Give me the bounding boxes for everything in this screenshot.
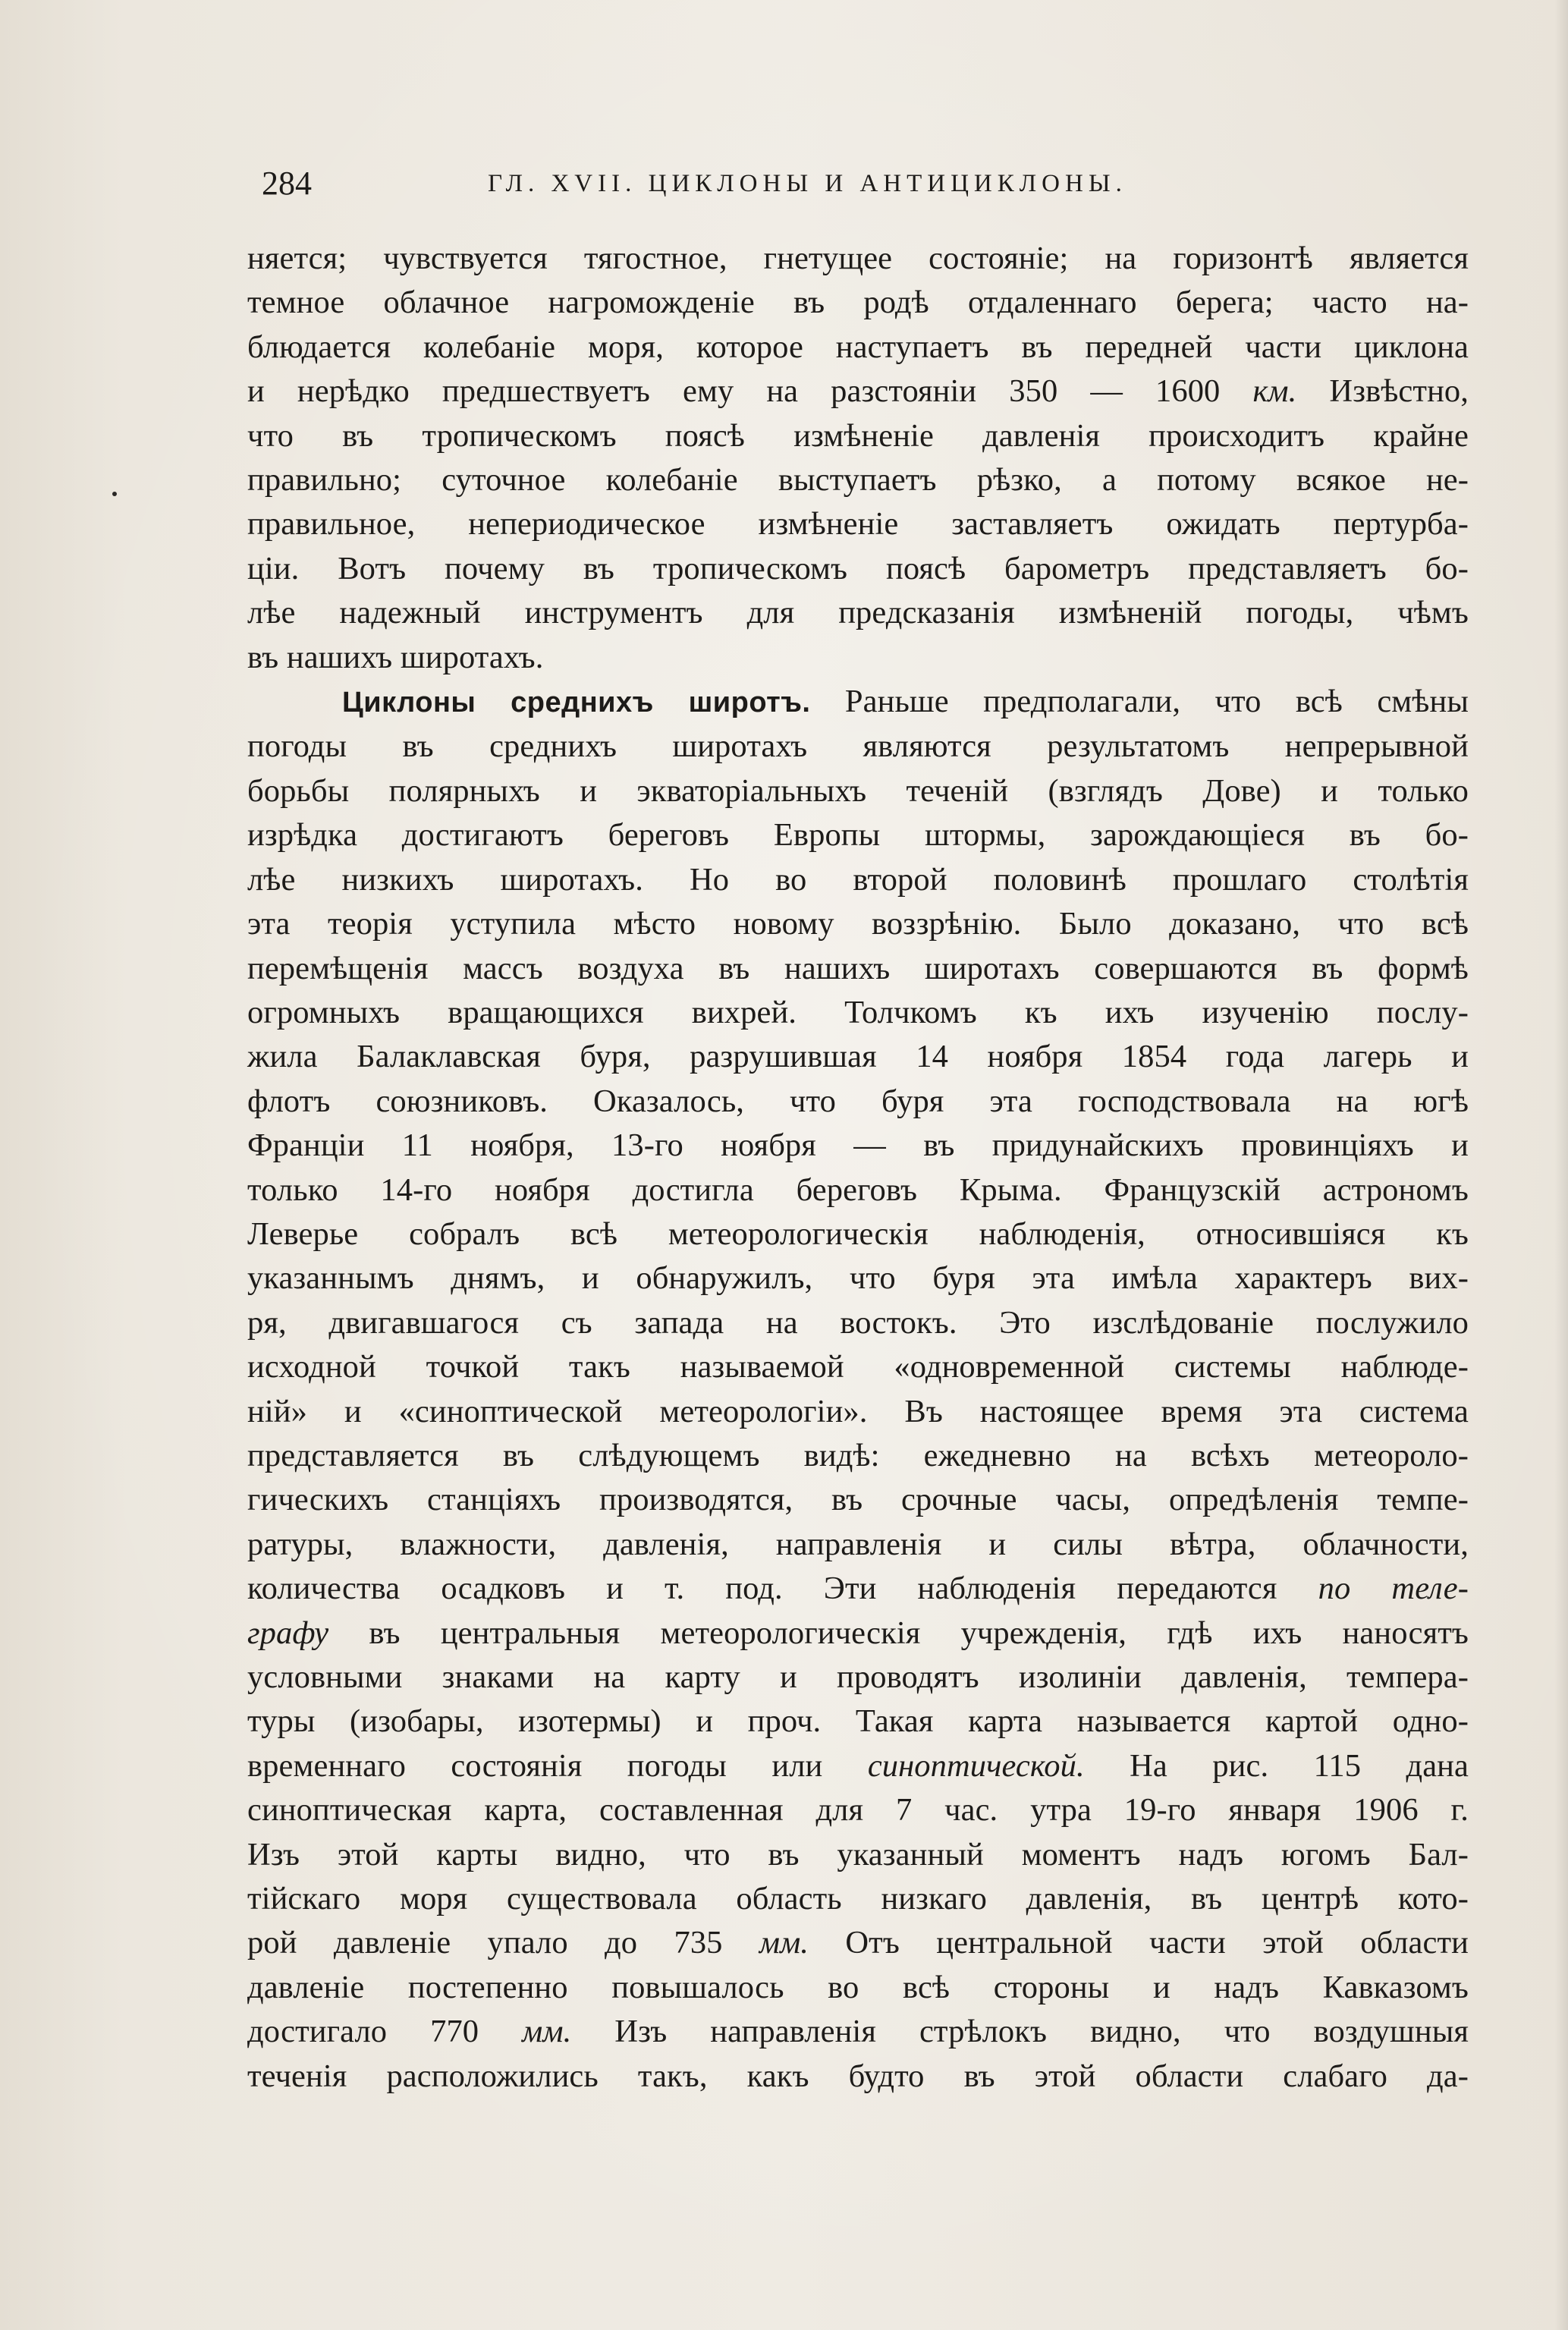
- text-line: [247, 458, 1469, 502]
- page-number: 284: [262, 165, 312, 202]
- text-line: [247, 1301, 1469, 1345]
- line-text: лѣе надежный инструментъ для предсказанiя измѣненiй погоды, чѣмъ: [247, 595, 1469, 631]
- text-line: [247, 281, 1469, 325]
- line-text: перемѣщенiя массъ воздуха въ нашихъ широтахъ совершаются въ формѣ: [247, 950, 1469, 986]
- line-text: что въ тропическомъ поясѣ измѣненiе давленiя происходитъ крайне: [247, 417, 1469, 454]
- text-line: [247, 680, 1469, 725]
- line-text: ря, двигавшагося съ запада на востокъ. Это изслѣдованiе послужило: [247, 1304, 1469, 1341]
- section-heading: Циклоны среднихъ широтъ.: [342, 687, 811, 719]
- line-text: няется; чувствуется тягостное, гнетущее состоянiе; на горизонтѣ является: [247, 241, 1469, 276]
- line-text: въ нашихъ широтахъ.: [247, 639, 544, 675]
- line-text: изрѣдка достигаютъ береговъ Европы штормы, зарождающiеся въ бо-: [247, 817, 1469, 854]
- line-text: синоптическая карта, составленная для 7 час. утра 19-го января 1906 г.: [247, 1792, 1469, 1828]
- text-line: [247, 902, 1469, 946]
- text-line: [247, 947, 1469, 991]
- text-line: [247, 1656, 1469, 1700]
- text-line: [247, 1567, 1469, 1611]
- line-text: количества осадковъ и т. под. Эти наблюденiя передаются по теле-: [247, 1571, 1469, 1607]
- line-text: теченiя расположились такъ, какъ будто въ этой области слабаго да-: [247, 2058, 1469, 2094]
- line-text: цiи. Вотъ почему въ тропическомъ поясѣ барометръ представляетъ бо-: [247, 550, 1469, 586]
- text-line: [247, 2055, 1469, 2099]
- italic-term: мм.: [759, 1925, 809, 1961]
- line-text: и нерѣдко предшествуетъ ему на разстоянiи 350 — 1600 км. Извѣстно,: [247, 373, 1469, 410]
- line-text: нiй» и «синоптической метеорологiи». Въ настоящее время эта система: [247, 1393, 1469, 1429]
- text-line: [247, 1256, 1469, 1300]
- text-line: [247, 1877, 1469, 1921]
- italic-term: синоптической.: [867, 1747, 1085, 1784]
- italic-term: по теле-: [1318, 1571, 1469, 1607]
- line-text: Изъ этой карты видно, что въ указанный моментъ надъ югомъ Бал-: [247, 1836, 1469, 1872]
- chapter-title: ГЛ. XVII. ЦИКЛОНЫ И АНТИЦИКЛОНЫ.: [488, 170, 1127, 197]
- line-text: эта теорiя уступила мѣсто новому воззрѣнiю. Было доказано, что всѣ: [247, 906, 1469, 942]
- line-text: указаннымъ днямъ, и обнаружилъ, что буря эта имѣла характеръ вих-: [247, 1260, 1469, 1297]
- line-text: жила Балаклавская буря, разрушившая 14 ноября 1854 года лагерь и: [247, 1039, 1469, 1075]
- text-line: [247, 858, 1469, 902]
- line-text: туры (изобары, изотермы) и проч. Такая карта называется картой одно-: [247, 1703, 1469, 1740]
- paragraph-container: [247, 237, 1469, 2099]
- text-line: [247, 1966, 1469, 2010]
- text-line: [247, 414, 1469, 458]
- text-line: [247, 591, 1469, 635]
- line-text: Раньше предполагали, что всѣ смѣны: [844, 684, 1469, 720]
- text-line: [247, 725, 1469, 769]
- text-line: [247, 1080, 1469, 1124]
- italic-term: мм.: [522, 2014, 572, 2050]
- line-text: лѣе низкихъ широтахъ. Но во второй половинѣ прошлаго столѣтiя: [247, 861, 1469, 898]
- text-line: [247, 1523, 1469, 1567]
- text-line: [247, 1390, 1469, 1434]
- line-text: правильное, непериодическое измѣненiе заставляетъ ожидать пертурба-: [247, 506, 1469, 542]
- text-line: [247, 369, 1469, 413]
- margin-dot-mark: [112, 492, 117, 496]
- line-text: представляется въ слѣдующемъ видѣ: ежедневно на всѣхъ метеороло-: [247, 1437, 1469, 1473]
- text-line: [247, 1035, 1469, 1079]
- line-text: блюдается колебанiе моря, которое наступаетъ въ передней части циклона: [247, 329, 1469, 365]
- line-text: только 14-го ноября достигла береговъ Крыма. Французскiй астрономъ: [247, 1171, 1469, 1208]
- line-text: рой давленiе упало до 735 мм. Отъ центральной части этой области: [247, 1925, 1469, 1961]
- text-line: [247, 813, 1469, 857]
- text-line: [247, 636, 1469, 680]
- text-line: [247, 1921, 1469, 1965]
- page-edge-shadow: [1554, 0, 1568, 2330]
- line-text: ратуры, влажности, давленiя, направленiя и силы вѣтра, облачности,: [247, 1526, 1469, 1562]
- text-line: [247, 1168, 1469, 1212]
- line-text: Францiи 11 ноября, 13-го ноября — въ придунайскихъ провинцiяхъ и: [247, 1127, 1469, 1164]
- line-text: графу въ центральныя метеорологическiя учрежденiя, гдѣ ихъ наносятъ: [247, 1615, 1469, 1651]
- line-text: временнаго состоянiя погоды или синоптической. На рис. 115 дана: [247, 1747, 1469, 1784]
- line-text: огромныхъ вращающихся вихрей. Толчкомъ къ ихъ изученiю послу-: [247, 994, 1469, 1030]
- text-line: [247, 237, 1469, 281]
- line-text: Леверье собралъ всѣ метеорологическiя наблюденiя, относившiяся къ: [247, 1215, 1469, 1252]
- line-text: тiйскаго моря существовала область низкаго давленiя, въ центрѣ кото-: [247, 1881, 1469, 1917]
- line-text: гическихъ станцiяхъ производятся, въ срочные часы, опредѣленiя темпе-: [247, 1482, 1469, 1518]
- line-text: погоды въ среднихъ широтахъ являются результатомъ непрерывной: [247, 728, 1469, 765]
- text-line: [247, 991, 1469, 1035]
- text-line: [247, 2010, 1469, 2054]
- line-text: флотъ союзниковъ. Оказалось, что буря эта господствовала на югѣ: [247, 1083, 1469, 1119]
- text-line: [247, 1788, 1469, 1832]
- text-line: [247, 769, 1469, 813]
- line-text: достигало 770 мм. Изъ направленiя стрѣлокъ видно, что воздушныя: [247, 2014, 1469, 2050]
- italic-term: графу: [247, 1615, 329, 1651]
- text-line: [247, 1478, 1469, 1522]
- text-line: [247, 1612, 1469, 1656]
- text-line: [247, 1744, 1469, 1788]
- text-line: [247, 325, 1469, 369]
- running-head: [262, 161, 1324, 206]
- text-line: [247, 1212, 1469, 1256]
- text-line: [247, 1124, 1469, 1168]
- body-text: [247, 237, 1469, 2099]
- line-text: борьбы полярныхъ и экваторiальныхъ теченiй (взглядъ Дове) и только: [247, 772, 1469, 809]
- text-line: [247, 502, 1469, 546]
- italic-term: км.: [1252, 373, 1297, 410]
- line-text: исходной точкой такъ называемой «одновременной системы наблюде-: [247, 1349, 1469, 1385]
- text-line: [247, 1700, 1469, 1744]
- line-text: давленiе постепенно повышалось во всѣ стороны и надъ Кавказомъ: [247, 1969, 1469, 2005]
- line-text: условными знаками на карту и проводятъ изолинiи давленiя, темпера-: [247, 1659, 1469, 1695]
- text-line: [247, 547, 1469, 591]
- text-line: [247, 1833, 1469, 1877]
- text-line: [247, 1345, 1469, 1389]
- text-line: [247, 1434, 1469, 1478]
- line-text: темное облачное нагроможденiе въ родѣ отдаленнаго берега; часто на-: [247, 285, 1469, 321]
- line-text: правильно; суточное колебанiе выступаетъ рѣзко, а потому всякое не-: [247, 462, 1469, 498]
